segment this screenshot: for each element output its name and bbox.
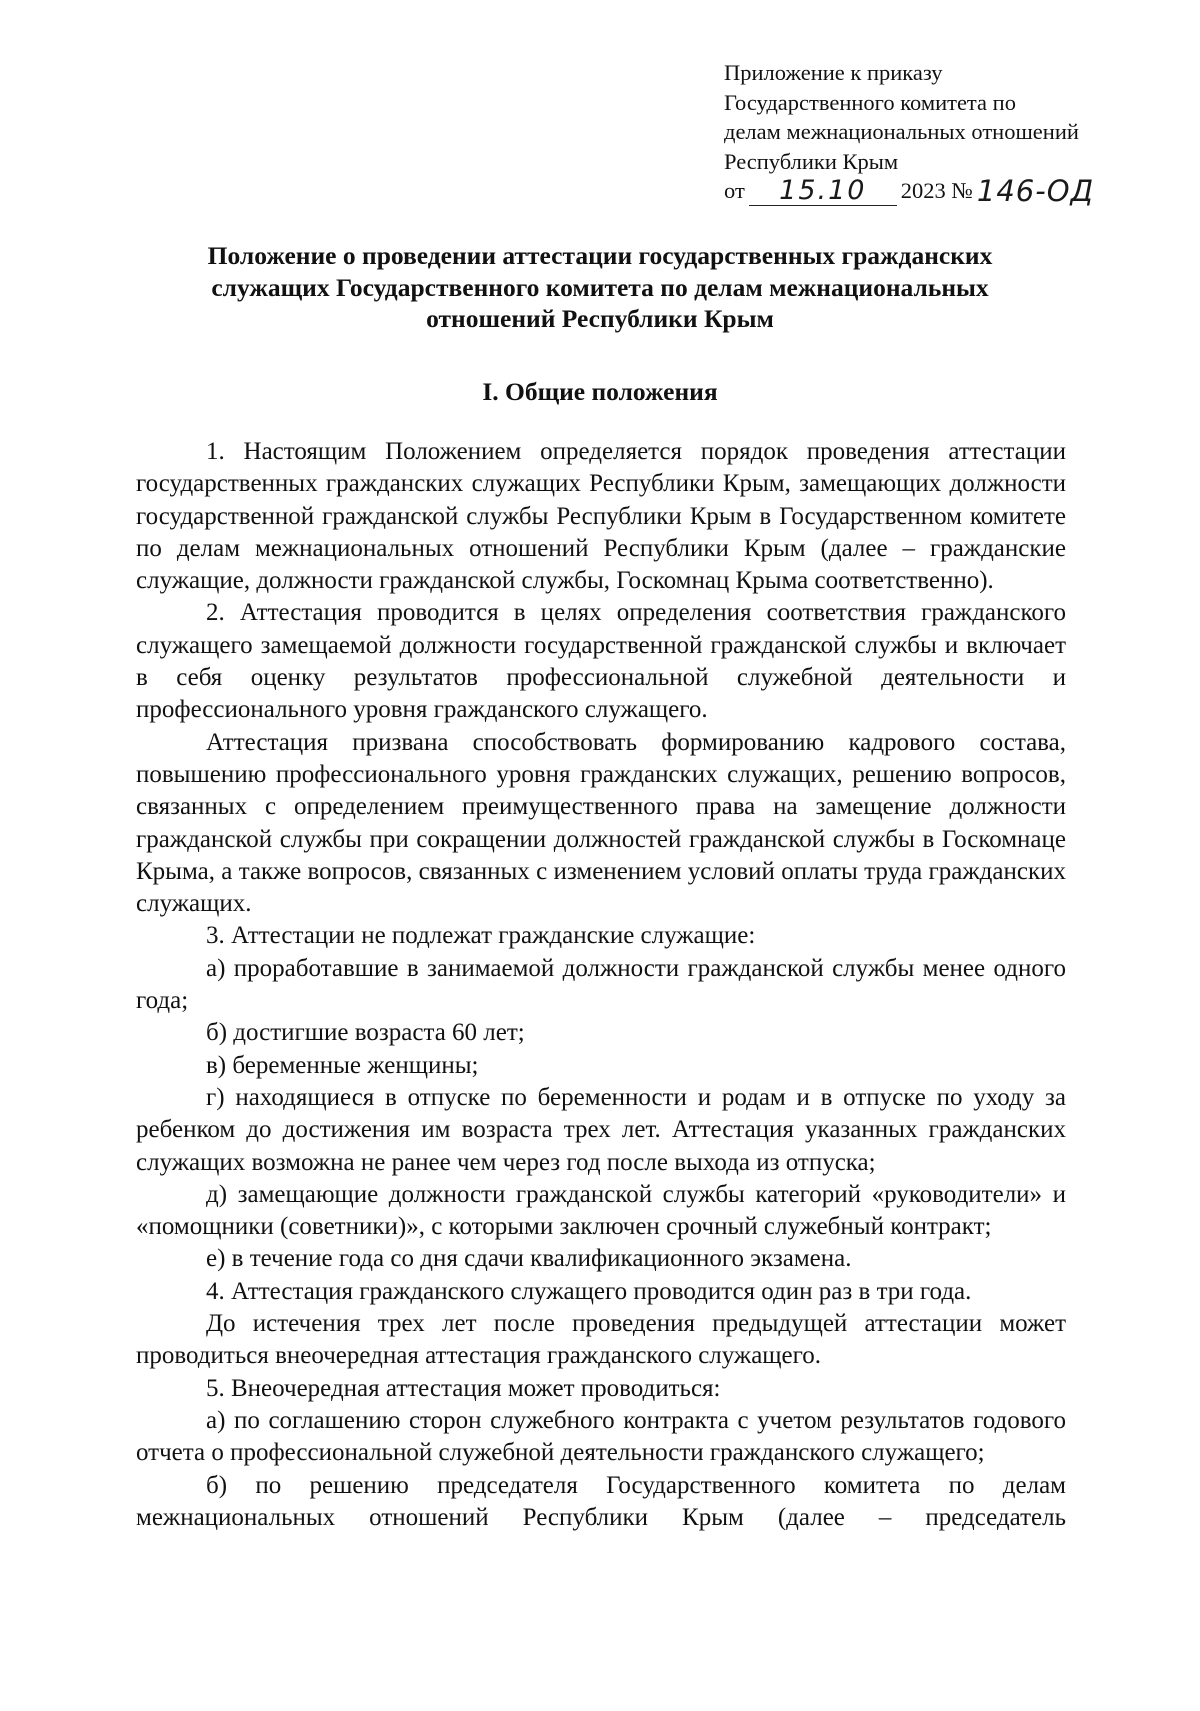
paragraph-1: 1. Настоящим Положением определяется порядок проведения аттестации государственных гражданских служащих Республики Крым, замещающих должности государственной гражданской службы Республики Крым в Государственном комитете по делам межнациональных отношений Республики Крым (далее – гражданские служащие, должности гражданской службы, Госкомнац Крыма соответственно).	[136, 438, 1066, 595]
paragraph-13: 5. Внеочередная аттестация может проводиться:	[206, 1374, 721, 1402]
title-line-3: отношений Республики Крым	[426, 304, 774, 333]
paragraph-3: Аттестация призвана способствовать формированию кадрового состава, повышению профессионального уровня гражданских служащих, решению вопросов, связанных с определением преимущественного права на замещение должности гражданской службы при сокращении должностей гражданской службы в Госкомнаце Крыма, а также вопросов, связанных с изменением условий оплаты труда гражданских служащих.	[136, 728, 1066, 918]
appendix-line-4: Республики Крым	[724, 148, 899, 174]
paragraph-11: 4. Аттестация гражданского служащего проводится один раз в три года.	[206, 1277, 972, 1305]
appendix-line-3: делам межнациональных отношений	[724, 119, 1079, 144]
paragraph-7: в) беременные женщины;	[206, 1051, 479, 1079]
paragraph-2: 2. Аттестация проводится в целях определения соответствия гражданского служащего замещаемой должности государственной гражданской службы и включает в себя оценку результатов профессиональной служебной деятельности и профессионального уровня гражданского служащего.	[136, 599, 1066, 724]
appendix-header	[724, 58, 1094, 206]
paragraph-4: 3. Аттестации не подлежат гражданские служащие:	[206, 922, 756, 950]
handwritten-order-number: 146-ОД	[976, 173, 1095, 208]
document-body	[136, 436, 1066, 1534]
appendix-line-2: Государственного комитета по	[724, 89, 1016, 115]
paragraph-10: е) в течение года со дня сдачи квалификационного экзамена.	[206, 1245, 852, 1273]
handwritten-date: 15.10	[779, 174, 867, 206]
appendix-line-1: Приложение к приказу	[724, 60, 943, 85]
date-prefix: от	[724, 178, 745, 203]
paragraph-15: б) по решению председателя Государственного комитета по делам межнациональных отношений Республики Крым (далее – председатель	[136, 1471, 1066, 1531]
paragraph-14: а) по соглашению сторон служебного контракта с учетом результатов годового отчета о профессиональной служебной деятельности гражданского служащего;	[136, 1406, 1066, 1467]
date-blank	[749, 174, 897, 206]
order-date-number-line	[724, 173, 1095, 208]
title-line-2: служащих Государственного комитета по делам межнациональных	[211, 272, 989, 302]
section-heading: I. Общие положения	[482, 377, 718, 406]
paragraph-6: б) достигшие возраста 60 лет;	[206, 1019, 525, 1047]
title-line-1: Положение о проведении аттестации государственных гражданских	[207, 241, 993, 270]
paragraph-12: До истечения трех лет после проведения предыдущей аттестации может проводиться внеочередная аттестация гражданского служащего.	[136, 1310, 1066, 1370]
paragraph-9: д) замещающие должности гражданской службы категорий «руководители» и «помощники (советники)», с которыми заключен срочный служебный контракт;	[136, 1180, 1066, 1241]
paragraph-5: а) проработавшие в занимаемой должности гражданской службы менее одного года;	[136, 954, 1066, 1015]
year-number-label: 2023 №	[900, 178, 973, 203]
document-title	[150, 240, 1050, 335]
paragraph-8: г) находящиеся в отпуске по беременности и родам и в отпуске по уходу за ребенком до достижения им возраста трех лет. Аттестация указанных гражданских служащих возможна не ранее чем через год после выхода из отпуска;	[136, 1083, 1066, 1176]
